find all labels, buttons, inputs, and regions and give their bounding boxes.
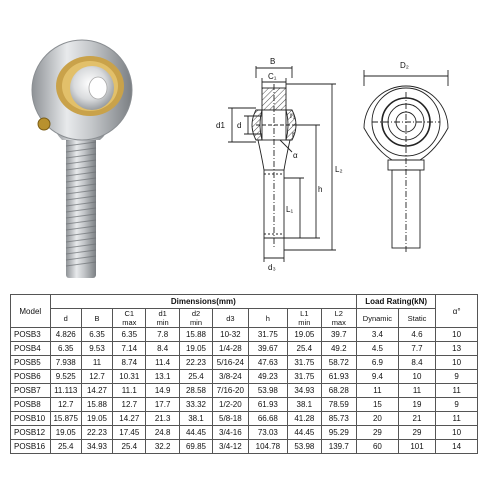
table-row (11, 342, 478, 356)
value-cell: 95.29 (321, 426, 357, 440)
label-B: B (270, 57, 276, 66)
table-row (11, 398, 478, 412)
table-row (11, 328, 478, 342)
dim-column-header (248, 309, 288, 328)
value-cell: 8.4 (146, 342, 179, 356)
dim-column-qualifier: max (122, 318, 137, 327)
value-cell: 49.2 (321, 342, 357, 356)
value-cell: 1/2-20 (213, 398, 248, 412)
value-cell: 9 (436, 370, 478, 384)
value-cell: 13.1 (146, 370, 179, 384)
value-cell: 12.7 (50, 398, 81, 412)
value-cell: 9.53 (81, 342, 112, 356)
value-cell: 38.1 (179, 412, 212, 426)
value-cell: 21 (398, 412, 436, 426)
dim-column-header (321, 309, 357, 328)
dim-column-symbol: L1 (300, 309, 309, 318)
value-cell: 7.7 (398, 342, 436, 356)
value-cell: 7.14 (113, 342, 146, 356)
dim-column-qualifier: min (189, 318, 203, 327)
dim-column-qualifier: min (298, 318, 311, 327)
table-row (11, 426, 478, 440)
value-cell: 3.4 (357, 328, 399, 342)
value-cell: 44.45 (288, 426, 321, 440)
value-cell: 22.23 (179, 356, 212, 370)
value-cell: 78.59 (321, 398, 357, 412)
dim-column-symbol: d3 (226, 313, 235, 323)
value-cell: 14.9 (146, 384, 179, 398)
value-cell: 19.05 (288, 328, 321, 342)
dim-column-symbol: B (94, 313, 100, 323)
value-cell: 12.7 (113, 398, 146, 412)
value-cell: 32.2 (146, 440, 179, 454)
grease-fitting (38, 118, 50, 130)
value-cell: 14.27 (81, 384, 112, 398)
model-header: Model (11, 295, 51, 328)
value-cell: 7.938 (50, 356, 81, 370)
value-cell: 8.4 (398, 356, 436, 370)
value-cell: 6.35 (50, 342, 81, 356)
load-column-header: Dynamic (357, 309, 399, 328)
value-cell: 10 (398, 370, 436, 384)
value-cell: 14.27 (113, 412, 146, 426)
value-cell: 31.75 (288, 370, 321, 384)
value-cell: 15 (357, 398, 399, 412)
value-cell: 34.93 (288, 384, 321, 398)
value-cell: 9.4 (357, 370, 399, 384)
value-cell: 10 (436, 356, 478, 370)
ball-bore (89, 77, 107, 99)
value-cell: 3/4-16 (213, 426, 248, 440)
value-cell: 73.03 (248, 426, 288, 440)
value-cell: 7.8 (146, 328, 179, 342)
load-column-header: Static (398, 309, 436, 328)
value-cell: 139.7 (321, 440, 357, 454)
value-cell: 11.1 (113, 384, 146, 398)
value-cell: 9 (436, 398, 478, 412)
value-cell: 12.7 (81, 370, 112, 384)
value-cell: 25.4 (288, 342, 321, 356)
value-cell: 60 (357, 440, 399, 454)
load-rating-header: Load Rating(kN) (357, 295, 436, 309)
value-cell: 11.4 (146, 356, 179, 370)
value-cell: 21.3 (146, 412, 179, 426)
value-cell: 29 (357, 426, 399, 440)
value-cell: 5/8-18 (213, 412, 248, 426)
dimensions-header: Dimensions(mm) (50, 295, 356, 309)
value-cell: 11.113 (50, 384, 81, 398)
model-cell: POSB7 (11, 384, 51, 398)
value-cell: 39.67 (248, 342, 288, 356)
model-cell: POSB8 (11, 398, 51, 412)
value-cell: 10.31 (113, 370, 146, 384)
value-cell: 61.93 (248, 398, 288, 412)
table-header-row-2 (11, 309, 478, 328)
dim-column-symbol: h (265, 313, 270, 323)
value-cell: 68.28 (321, 384, 357, 398)
value-cell: 11 (357, 384, 399, 398)
value-cell: 3/8-24 (213, 370, 248, 384)
model-cell: POSB10 (11, 412, 51, 426)
value-cell: 11 (81, 356, 112, 370)
value-cell: 15.88 (179, 328, 212, 342)
dim-column-symbol: d (63, 313, 68, 323)
value-cell: 10 (436, 328, 478, 342)
value-cell: 17.7 (146, 398, 179, 412)
front-outline-drawing (364, 70, 448, 252)
dim-column-symbol: d2 (191, 309, 201, 318)
table-row (11, 412, 478, 426)
model-cell: POSB5 (11, 356, 51, 370)
value-cell: 104.78 (248, 440, 288, 454)
label-L1: L₁ (286, 205, 294, 214)
value-cell: 24.8 (146, 426, 179, 440)
value-cell: 66.68 (248, 412, 288, 426)
value-cell: 4.5 (357, 342, 399, 356)
value-cell: 49.23 (248, 370, 288, 384)
value-cell: 29 (398, 426, 436, 440)
model-cell: POSB16 (11, 440, 51, 454)
value-cell: 5/16-24 (213, 356, 248, 370)
label-alpha: α (293, 151, 298, 160)
label-L2: L₂ (335, 165, 343, 174)
label-r: r (292, 130, 295, 139)
dim-column-symbol: L2 (334, 309, 343, 318)
label-D2: D₂ (400, 61, 409, 70)
dim-column-header (179, 309, 212, 328)
value-cell: 10 (436, 426, 478, 440)
dim-column-header (113, 309, 146, 328)
side-section-drawing (228, 66, 336, 262)
value-cell: 15.88 (81, 398, 112, 412)
alpha-header: α° (436, 295, 478, 328)
value-cell: 33.32 (179, 398, 212, 412)
value-cell: 3/4-12 (213, 440, 248, 454)
label-d3: d₃ (268, 263, 276, 272)
model-cell: POSB4 (11, 342, 51, 356)
value-cell: 11 (436, 412, 478, 426)
value-cell: 19.05 (81, 412, 112, 426)
value-cell: 34.93 (81, 440, 112, 454)
value-cell: 17.45 (113, 426, 146, 440)
value-cell: 31.75 (288, 356, 321, 370)
table-header-row-1 (11, 295, 478, 309)
model-cell: POSB3 (11, 328, 51, 342)
value-cell: 47.63 (248, 356, 288, 370)
value-cell: 38.1 (288, 398, 321, 412)
value-cell: 6.35 (113, 328, 146, 342)
value-cell: 4.826 (50, 328, 81, 342)
value-cell: 41.28 (288, 412, 321, 426)
value-cell: 7/16-20 (213, 384, 248, 398)
table-row (11, 384, 478, 398)
label-d1: d1 (216, 121, 225, 130)
value-cell: 19 (398, 398, 436, 412)
table-row (11, 440, 478, 454)
value-cell: 25.4 (113, 440, 146, 454)
value-cell: 44.45 (179, 426, 212, 440)
label-r1: r₁ (290, 111, 296, 120)
value-cell: 13 (436, 342, 478, 356)
dim-column-qualifier: min (156, 318, 169, 327)
dim-column-symbol: C1 (124, 309, 135, 318)
label-C1: C₁ (268, 72, 277, 81)
value-cell: 69.85 (179, 440, 212, 454)
value-cell: 6.35 (81, 328, 112, 342)
value-cell: 15.875 (50, 412, 81, 426)
value-cell: 53.98 (248, 384, 288, 398)
model-cell: POSB6 (11, 370, 51, 384)
table-row (11, 356, 478, 370)
value-cell: 58.72 (321, 356, 357, 370)
dimension-table (10, 294, 478, 454)
dim-column-qualifier: max (331, 318, 346, 327)
dim-column-header (288, 309, 321, 328)
value-cell: 22.23 (81, 426, 112, 440)
model-cell: POSB12 (11, 426, 51, 440)
value-cell: 28.58 (179, 384, 212, 398)
value-cell: 1/4-28 (213, 342, 248, 356)
value-cell: 6.9 (357, 356, 399, 370)
value-cell: 11 (436, 384, 478, 398)
value-cell: 85.73 (321, 412, 357, 426)
value-cell: 10-32 (213, 328, 248, 342)
value-cell: 8.74 (113, 356, 146, 370)
value-cell: 14 (436, 440, 478, 454)
dim-column-header (81, 309, 112, 328)
value-cell: 61.93 (321, 370, 357, 384)
dim-column-header (213, 309, 248, 328)
value-cell: 19.05 (179, 342, 212, 356)
value-cell: 39.7 (321, 328, 357, 342)
label-d: d (237, 121, 242, 130)
value-cell: 9.525 (50, 370, 81, 384)
value-cell: 31.75 (248, 328, 288, 342)
table-row (11, 370, 478, 384)
value-cell: 25.4 (179, 370, 212, 384)
value-cell: 11 (398, 384, 436, 398)
rod-end-photo (32, 40, 132, 278)
dim-column-header (50, 309, 81, 328)
value-cell: 4.6 (398, 328, 436, 342)
value-cell: 25.4 (50, 440, 81, 454)
label-h: h (318, 185, 323, 194)
value-cell: 20 (357, 412, 399, 426)
value-cell: 101 (398, 440, 436, 454)
value-cell: 53.98 (288, 440, 321, 454)
value-cell: 19.05 (50, 426, 81, 440)
dim-column-header (146, 309, 179, 328)
dim-column-symbol: d1 (158, 309, 167, 318)
